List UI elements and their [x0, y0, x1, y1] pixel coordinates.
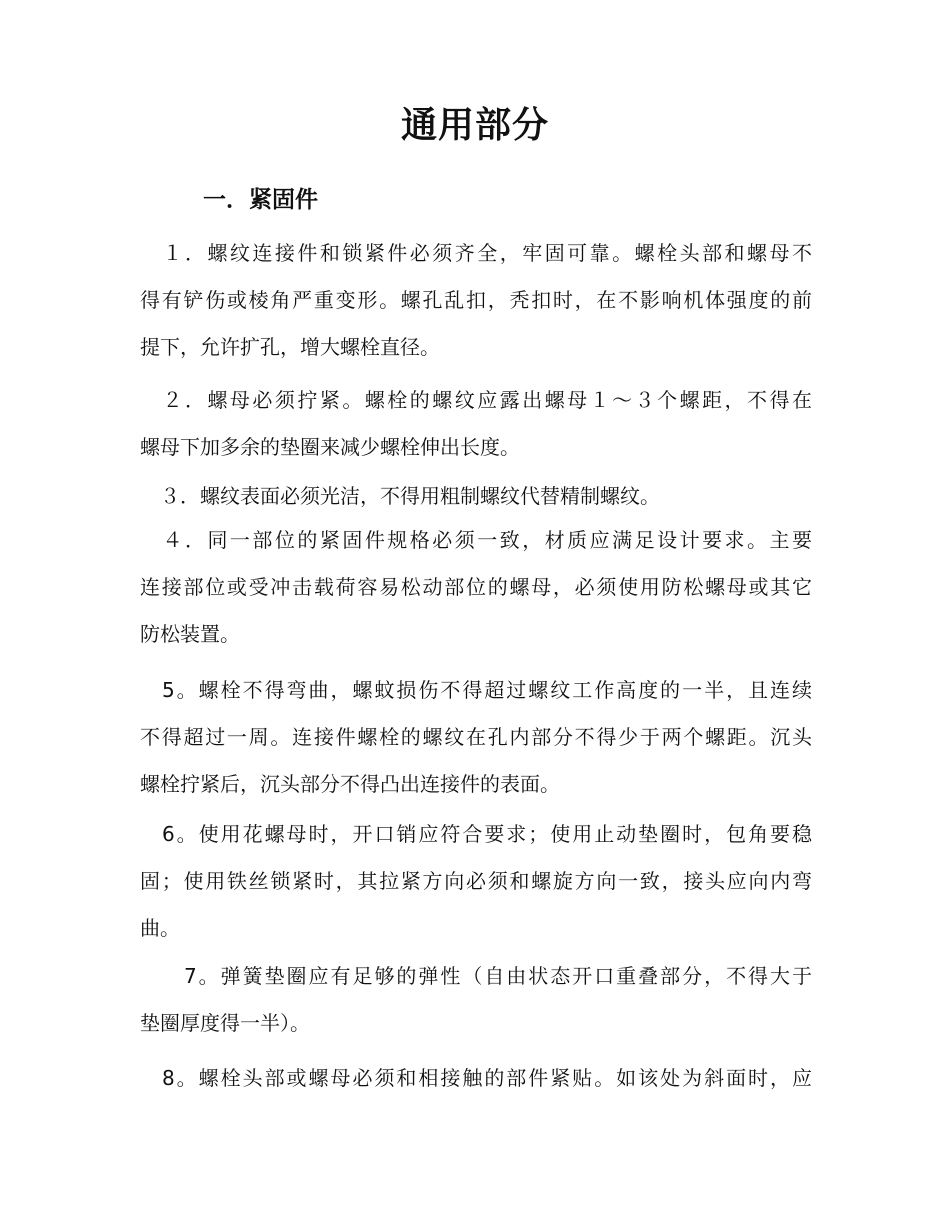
- paragraph-line: 得有铲伤或棱角严重变形。螺孔乱扣，秃扣时，在不影响机体强度的前: [140, 288, 812, 312]
- paragraph-line: ２．螺母必须拧紧。螺栓的螺纹应露出螺母１～３个螺距，不得在: [140, 388, 812, 412]
- paragraph-line: 防松装置。: [140, 622, 240, 646]
- paragraph-line: 6。使用花螺母时，开口销应符合要求；使用止动垫圈时，包角要稳: [140, 822, 812, 846]
- paragraph-line: 提下，允许扩孔，增大螺栓直径。: [140, 335, 440, 359]
- paragraph-line: 8。螺栓头部或螺母必须和相接触的部件紧贴。如该处为斜面时，应: [140, 1066, 812, 1090]
- paragraph-1: [140, 230, 812, 371]
- paragraph-line: 固；使用铁丝锁紧时，其拉紧方向必须和螺旋方向一致，接头应向内弯: [140, 869, 812, 893]
- paragraph-line: 曲。: [140, 916, 180, 940]
- paragraph-line: 5。螺栓不得弯曲，螺蚊损伤不得超过螺纹工作高度的一半，且连续: [140, 678, 812, 702]
- paragraph-2: [140, 377, 812, 471]
- paragraph-line: 7。弹簧垫圈应有足够的弹性（自由状态开口重叠部分，不得大于: [140, 964, 812, 988]
- section-heading: 一．紧固件: [203, 187, 318, 213]
- paragraph-4: [140, 517, 812, 658]
- page-title: 通用部分: [400, 105, 549, 146]
- paragraph-7: [140, 953, 812, 1047]
- paragraph-line: 垫圈厚度得一半）。: [140, 1011, 310, 1035]
- paragraph-line: １．螺纹连接件和锁紧件必须齐全，牢固可靠。螺栓头部和螺母不: [140, 241, 812, 265]
- paragraph-line: 螺栓拧紧后，沉头部分不得凸出连接件的表面。: [140, 772, 560, 796]
- paragraph-line: ３．螺纹表面必须光洁，不得用粗制螺纹代替精制螺纹。: [140, 484, 660, 508]
- paragraph-3: [140, 473, 812, 520]
- paragraph-5: [140, 667, 812, 808]
- paragraph-8: [140, 1055, 812, 1102]
- paragraph-line: ４．同一部位的紧固件规格必须一致，材质应满足设计要求。主要: [140, 528, 812, 552]
- paragraph-line: 连接部位或受冲击载荷容易松动部位的螺母，必须使用防松螺母或其它: [140, 575, 812, 599]
- paragraph-line: 螺母下加多余的垫圈来减少螺栓伸出长度。: [140, 435, 520, 459]
- paragraph-6: [140, 811, 812, 952]
- paragraph-line: 不得超过一周。连接件螺栓的螺纹在孔内部分不得少于两个螺距。沉头: [140, 725, 812, 749]
